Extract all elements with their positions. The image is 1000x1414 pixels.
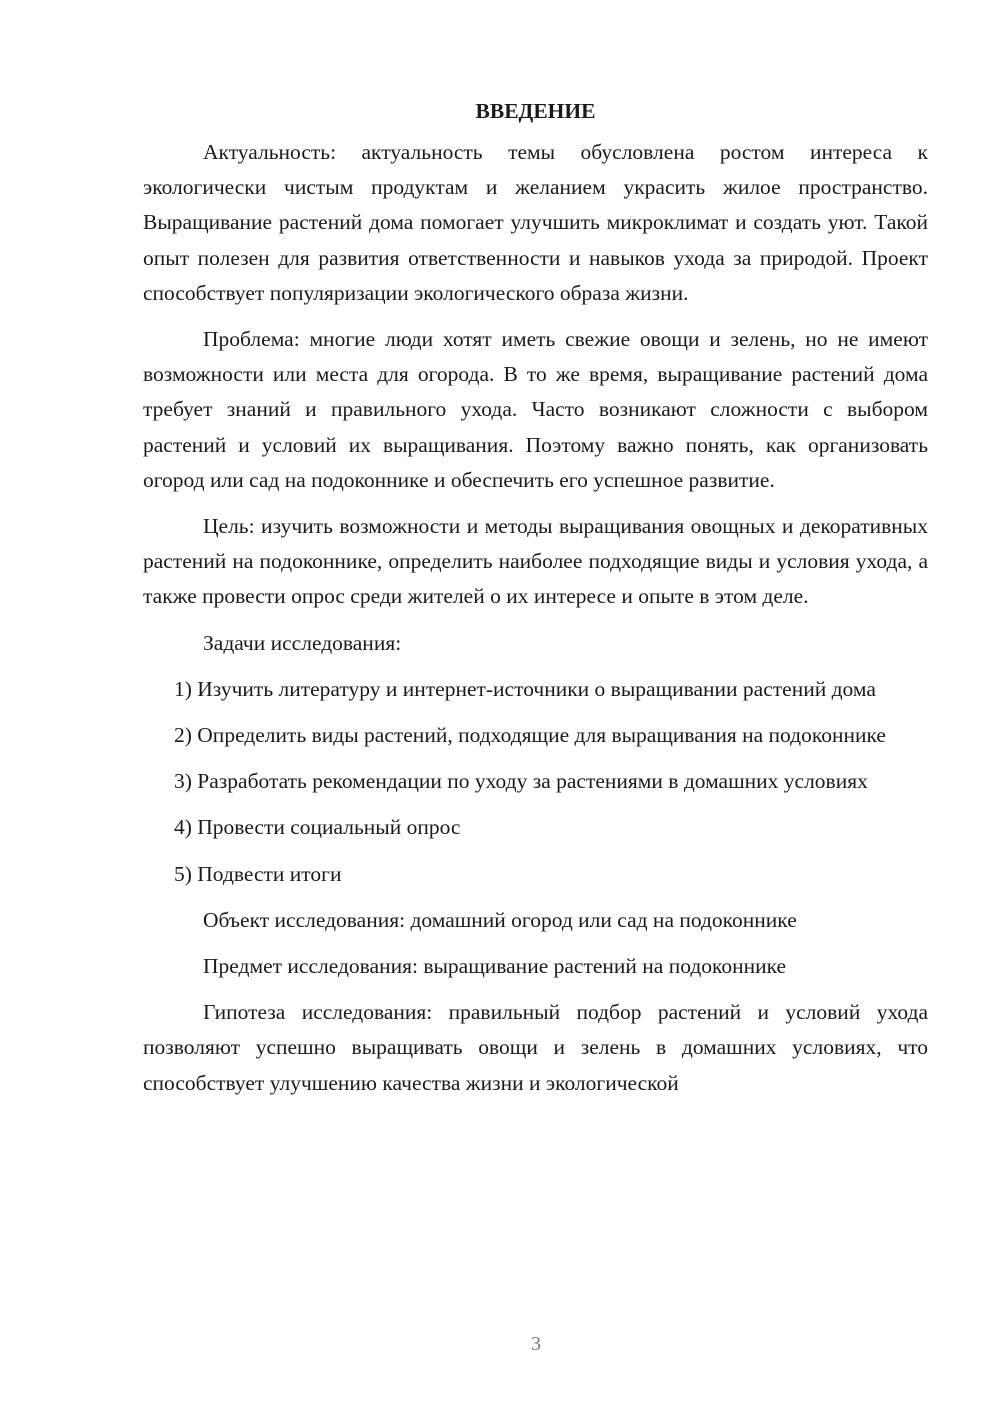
- page-title: ВВЕДЕНИЕ: [475, 99, 596, 123]
- hypothesis-paragraph: Гипотеза исследования: правильный подбор растений и условий ухода позволяют успешно выращивать овощи и зелень в домашних условиях, что способствует улучшению качества жизни и экологической: [143, 1000, 928, 1095]
- goal-paragraph: Цель: изучить возможности и методы выращивания овощных и декоративных растений на подоконнике, определить наиболее подходящие виды и условия ухода, а также провести опрос среди жителей о их интересе и опыте в этом деле.: [143, 514, 928, 609]
- relevance-paragraph: Актуальность: актуальность темы обусловлена ростом интереса к экологически чистым продуктам и желанием украсить жилое пространство. Выращивание растений дома помогает улучшить микроклимат и создать уют. Такой опыт полезен для развития ответственности и навыков ухода за природой. Проект способствует популяризации экологического образа жизни.: [143, 140, 928, 305]
- task-item: 3) Разработать рекомендации по уходу за растениями в домашних условиях: [174, 769, 868, 794]
- page-number: 3: [531, 1333, 541, 1355]
- problem-paragraph: Проблема: многие люди хотят иметь свежие овощи и зелень, но не имеют возможности или места для огорода. В то же время, выращивание растений дома требует знаний и правильного ухода. Часто возникают сложности с выбором растений и условий их выращивания. Поэтому важно понять, как организовать огород или сад на подоконнике и обеспечить его успешное развитие.: [143, 327, 928, 492]
- tasks-heading: Задачи исследования:: [203, 630, 402, 655]
- task-item: 4) Провести социальный опрос: [174, 815, 461, 840]
- document-page: [143, 94, 928, 1112]
- task-item: 1) Изучить литературу и интернет-источники о выращивании растений дома: [174, 676, 876, 701]
- subject-paragraph: Предмет исследования: выращивание растений на подоконнике: [203, 954, 787, 979]
- object-paragraph: Объект исследования: домашний огород или сад на подоконнике: [203, 907, 797, 932]
- task-item: 2) Определить виды растений, подходящие для выращивания на подоконнике: [174, 723, 886, 748]
- task-item: 5) Подвести итоги: [174, 861, 342, 886]
